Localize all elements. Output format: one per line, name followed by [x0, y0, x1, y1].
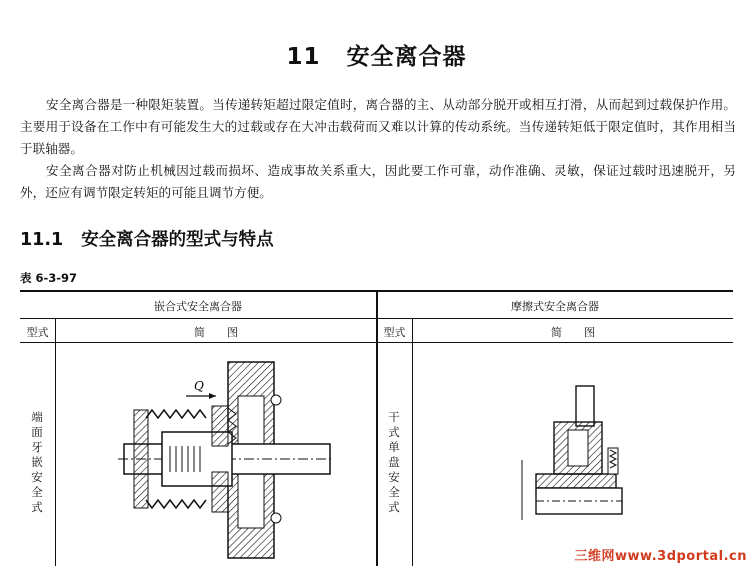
row-type-right: 干式单盘安全式 — [388, 410, 400, 514]
group-header-right: 摩擦式安全离合器 — [511, 300, 599, 313]
chapter-number: 11 — [286, 44, 321, 70]
chapter-name: 安全离合器 — [346, 44, 467, 70]
adjusting-nut — [134, 410, 148, 508]
spring-upper — [146, 410, 206, 418]
friction-clutch-diagram — [518, 380, 628, 540]
group-header-left: 嵌合式安全离合器 — [154, 300, 242, 313]
col-header-diagram-left: 简 图 — [194, 326, 238, 339]
jaw-half-upper — [212, 406, 228, 446]
section-heading — [20, 226, 274, 251]
hub-bore — [568, 430, 588, 466]
watermark-cn: 三维网 — [574, 549, 616, 564]
input-shaft — [576, 386, 594, 426]
chapter-title — [0, 38, 753, 71]
site-watermark — [575, 545, 748, 564]
section-number: 11.1 — [20, 230, 64, 250]
right-type-divider — [412, 318, 413, 566]
jaw-clutch-diagram — [116, 356, 336, 564]
friction-disc — [536, 474, 616, 488]
section-title: 安全离合器的型式与特点 — [81, 230, 274, 250]
col-header-diagram-right: 简 图 — [551, 326, 595, 339]
intro-paragraph-1: 安全离合器是一种限矩装置。当传递转矩超过限定值时，离合器的主、从动部分脱开或相互打滑，从而起到过载保护作用。主要用于设备在工作中有可能发生大的过载或存在大冲击载荷而又难以计算的传动系统。当传递转矩低于限定值时，其作用相当于联轴器。 — [20, 97, 736, 156]
watermark-url: www.3dportal.cn — [615, 549, 747, 564]
load-arrow-head — [209, 393, 216, 399]
left-type-divider — [55, 318, 56, 566]
bolt-lower — [271, 513, 281, 523]
load-label: Q — [194, 379, 204, 393]
col-header-type-left: 型式 — [26, 326, 49, 339]
clutch-types-table — [20, 290, 733, 566]
col-header-type-right: 型式 — [383, 326, 406, 339]
spring-lower — [146, 500, 206, 508]
bolt-upper — [271, 395, 281, 405]
row-type-left: 端面牙嵌安全式 — [31, 410, 43, 514]
intro-paragraph-2: 安全离合器对防止机械因过载而损坏、造成事故关系重大，因此要工作可靠，动作准确、灵敏，保证过载时迅速脱开，另外，还应有调节限定转矩的可能且调节方便。 — [20, 163, 736, 200]
table-label: 表 6-3-97 — [20, 271, 78, 285]
jaw-half-lower — [212, 472, 228, 512]
